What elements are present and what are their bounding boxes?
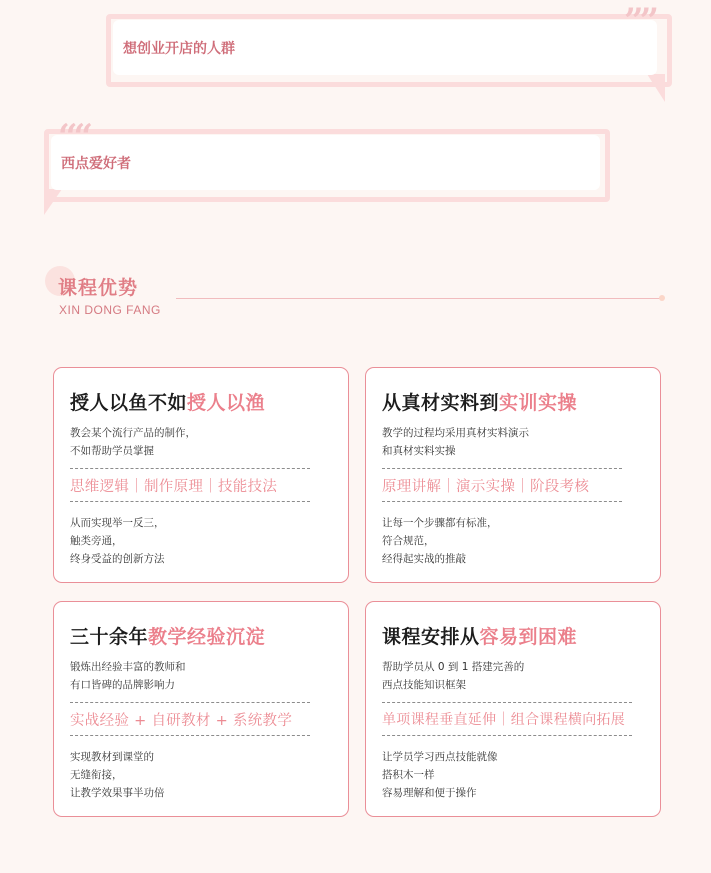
advantage-card-3 bbox=[53, 601, 349, 817]
card-benefit-line: 触类旁通， bbox=[70, 535, 123, 547]
card-title-highlight: 授人以渔 bbox=[187, 392, 266, 414]
card-highlight: 实战经验 + 自研教材 + 系统教学 bbox=[70, 702, 310, 736]
card-title bbox=[70, 622, 265, 649]
advantage-card-4 bbox=[365, 601, 661, 817]
card-description bbox=[70, 658, 186, 694]
card-benefit-line: 让每一个步骤都有标准， bbox=[382, 517, 498, 529]
card-title-plain: 课程安排从 bbox=[382, 626, 480, 648]
card-description bbox=[382, 424, 529, 460]
card-description-line: 不如帮助学员掌握 bbox=[70, 445, 154, 457]
card-benefit bbox=[70, 514, 165, 568]
bubble-text: 想创业开店的人群 bbox=[113, 20, 657, 75]
card-title bbox=[382, 622, 577, 649]
close-quote-icon: ”” bbox=[624, 1, 656, 41]
card-title bbox=[70, 388, 265, 415]
card-title bbox=[382, 388, 577, 415]
card-description-line: 教学的过程均采用真材实料演示 bbox=[382, 427, 529, 439]
card-benefit bbox=[382, 514, 498, 568]
card-benefit-line: 终身受益的创新方法 bbox=[70, 553, 165, 565]
card-benefit-line: 让教学效果事半功倍 bbox=[70, 787, 165, 799]
card-benefit-line: 经得起实战的推敲 bbox=[382, 553, 466, 565]
card-description-line: 教会某个流行产品的制作， bbox=[70, 427, 196, 439]
card-benefit-line: 符合规范， bbox=[382, 535, 435, 547]
card-description-line: 有口皆碑的品牌影响力 bbox=[70, 679, 175, 691]
bubble-tail-icon bbox=[647, 74, 667, 104]
card-description bbox=[70, 424, 196, 460]
card-benefit bbox=[382, 748, 498, 802]
section-divider bbox=[176, 298, 662, 299]
card-description-line: 和真材实料实操 bbox=[382, 445, 456, 457]
card-benefit-line: 实现教材到课堂的 bbox=[70, 751, 154, 763]
card-title-highlight: 容易到困难 bbox=[479, 626, 578, 648]
card-benefit-line: 搭积木一样 bbox=[382, 769, 435, 781]
card-title-plain: 三十余年 bbox=[70, 626, 149, 648]
card-benefit-line: 无缝衔接， bbox=[70, 769, 123, 781]
card-description-line: 锻炼出经验丰富的教师和 bbox=[70, 661, 186, 673]
card-benefit bbox=[70, 748, 165, 802]
open-quote-icon: ““ bbox=[58, 117, 90, 157]
card-highlight: 单项课程垂直延伸｜组合课程横向拓展 bbox=[382, 702, 632, 736]
bubble-tail-icon bbox=[44, 189, 64, 219]
card-benefit-line: 从而实现举一反三， bbox=[70, 517, 165, 529]
section-title: 课程优势 bbox=[58, 277, 139, 299]
card-description-line: 西点技能知识框架 bbox=[382, 679, 466, 691]
bubble-text: 西点爱好者 bbox=[51, 135, 600, 190]
advantage-card-1 bbox=[53, 367, 349, 583]
card-benefit-line: 让学员学习西点技能就像 bbox=[382, 751, 498, 763]
card-title-highlight: 教学经验沉淀 bbox=[148, 626, 266, 648]
section-divider-dot bbox=[659, 295, 665, 301]
section-subtitle: XIN DONG FANG bbox=[59, 303, 161, 317]
card-description bbox=[382, 658, 524, 694]
card-title-plain: 从真材实料到 bbox=[382, 392, 500, 414]
card-description-line: 帮助学员从 0 到 1 搭建完善的 bbox=[382, 661, 525, 673]
card-title-plain: 授人以鱼不如 bbox=[70, 392, 188, 414]
advantage-card-2 bbox=[365, 367, 661, 583]
card-highlight: 思维逻辑｜制作原理｜技能技法 bbox=[70, 468, 310, 502]
card-benefit-line: 容易理解和便于操作 bbox=[382, 787, 477, 799]
card-highlight: 原理讲解｜演示实操｜阶段考核 bbox=[382, 468, 622, 502]
card-title-highlight: 实训实操 bbox=[499, 392, 578, 414]
